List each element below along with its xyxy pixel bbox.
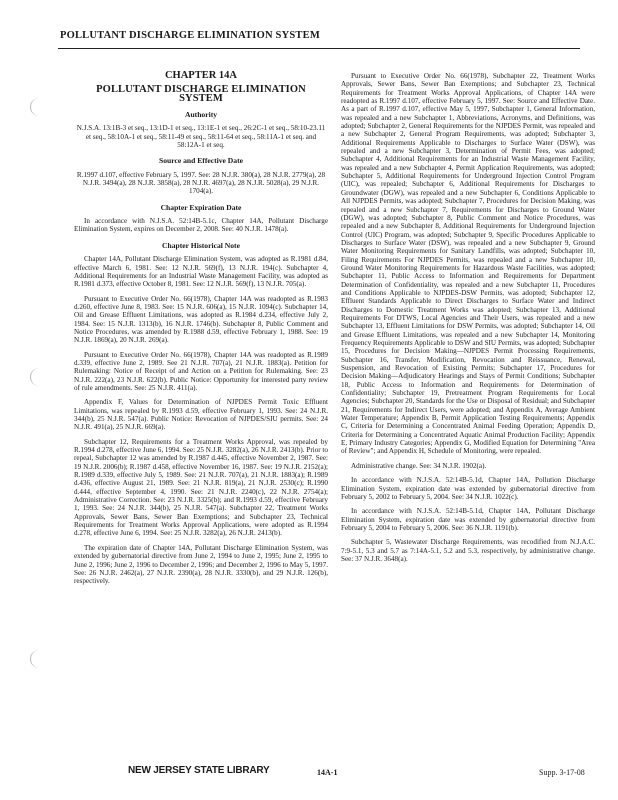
running-header: POLLUTANT DISCHARGE ELIMINATION SYSTEM	[60, 30, 320, 41]
expiration-text: In accordance with N.J.S.A. 52:14B-5.1c, Chapter 14A, Pollutant Discharge Elimination System, expires on December 2, 2008. See: 40 N.J.R. 1478(a).	[74, 217, 328, 234]
expiration-heading: Chapter Expiration Date	[160, 202, 242, 212]
authority-text: N.J.S.A. 13:1B-3 et seq., 13:1D-1 et seq., 13:1E-1 et seq., 26:2C-1 et seq., 58:10-23.11 et seq., 58:10A-1 et seq., 58:11-49 et seq., 58:11-64 et seq., 58:11A-1 et seq. and 58:12A-1 et seq.	[76, 124, 326, 150]
authority-heading: Authority	[184, 110, 218, 120]
historical-paragraph: Subchapter 5, Wastewater Discharge Requirements, was recodified from N.J.A.C. 7:9-5.1, 5.3 and 5.7 as 7:14A-5.1, 5.2 and 5.3, respectively, by administrative change. See: 37 N.J.R. 3648(a).	[341, 538, 595, 563]
historical-paragraph: Appendix F, Values for Determination of NJPDES Permit Toxic Effluent Limitations, was repealed by R.1993 d.59, effective February 1, 1993. See: 24 N.J.R. 344(b), 25 N.J.R. 547(a). Public Notice: Revocation of NJPDES/SIU permits. See: 24 N.J.R. 491(a), 25 N.J.R. 669(a).	[74, 398, 328, 432]
historical-paragraph: In accordance with N.J.S.A. 52:14B-5.1d, Chapter 14A, Pollution Discharge Elimination System, expiration date was extended by gubernatorial directive from February 5, 2002 to February 5, 2004. See: 34 N.J.R. 1022(c).	[341, 476, 595, 501]
historical-paragraph: Pursuant to Executive Order No. 66(1978), Subchapter 22, Treatment Works Approvals, Sewer Bans, Sewer Ban Exemptions; and Subchapter 23, Technical Requirements for Treatment Works Approval Applications, of Chapter 14A were readopted as R.1997 d.107, effective February 5, 1997. See: Source and Effective Date. As a part of R.1997 d.107, effective May 5, 1997, Subchapter 1, General Information, was repealed and a new Subchapter 1, Abbreviations, Acronyms, and Definitions, was adopted; Subchapter 2, General Requirements for the NJPDES Permit, was repealed and a new Subchapter 2, General Program Requirements, was adopted; Subchapter 3, Additional Requirements Applicable to Discharges to Surface Water (DSW), was repealed and a new Subchapter 3, Determination of Permit Fees, was adopted; Subchapter 4, Additional Requirements for an Industrial Waste Management Facility, was repealed and a new Subchapter 4, Permit Application Requirements, was adopted; Subchapter 5, Additional Requirements for Underground Injection Control Program (UIC), was repealed; Subchapter 6, Additional Requirements for Discharges to Groundwater (DGW), was repealed and a new Subchapter 6, Conditions Applicable to All NJPDES Permits, was adopted; Subchapter 7, Procedures for Decision Making, was repealed and a new Subchapter 7, Requirements for Discharges to Ground Water (DGW), was adopted; Subchapter 8, Public Comment and Notice Procedures, was repealed and a new Subchapter 8, Additional Requirements for Underground Injection Control (UIC) Program, was adopted; Subchapter 9, Specific Procedures Applicable to Discharges to Surface Water (DSW), was repealed and a new Subchapter 9, Ground Water Monitoring Requirements for Sanitary Landfills, was adopted; Subchapter 10, Filing Requirements For NJPDES Permits, was repealed and a new Subchapter 10, Ground Water Monitoring Requirements for Hazardous Waste Facilities, was adopted; Subchapter 11, Public Access to Information and Requirements for Department Determination of Confidentiality, was repealed and a new Subchapter 11, Procedures and Conditions Applicable to NJPDES-DSW Permits, was adopted; Subchapter 12, Effluent Standards Applicable to Direct Discharges to Surface Water and Indirect Discharges to Domestic Treatment Works was adopted; Subchapter 13, Additional Requirements For DTWS, Local Agencies and Their Users, was repealed and a new Subchapter 13, Effluent Limitations for DSW Permits, was adopted; Subchapter 14, Oil and Grease Effluent Limitations, was repealed and a new Subchapter 14, Monitoring Frequency Requirements Applicable to DSW and SIU Permits, was adopted; Subchapter 15, Procedures for Decision Making—NJPDES Permit Processing Requirements, Subchapter 16, Transfer, Modification, Revocation and Reissuance, Renewal, Suspension, and Revocation of Existing Permits; Subchapter 17, Procedures for Decision Making—Adjudicatory Hearings and Stays of Permit Conditions; Subchapter 18, Public Access to Information and Requirements for Determination of Confidentiality; Subchapter 19, Pretreatment Program Requirements for Local Agencies; Subchapter 20, Standards for the Use or Disposal of Residual; and Subchapter 21, Requirements for Indirect Users, were adopted; and Appendix A, Average Ambient Water Temperature; Appendix B, Permit Application Testing Requirements; Appendix C, Criteria for Determining a Concentrated Animal Feeding Operation; Appendix D, Criteria for Determining a Concentrated Aquatic Animal Production Facility; Appendix E, Primary Industry Categories; Appendix G, Modified Equation for Determining "Area of Review"; and Appendix H, Schedule of Monitoring, were repealed.	[341, 72, 595, 456]
historical-paragraph: Pursuant to Executive Order No. 66(1978), Chapter 14A was readopted as R.1989 d.339, effective June 2, 1989. See 21 N.J.R. 707(a), 21 N.J.R. 1883(a). Petition for Rulemaking: Notice of Receipt of and Action on a Petition for Rulemaking. See: 23 N.J.R. 222(a), 23 N.J.R. 622(b). Public Notice: Opportunity for interested party review of rule amendments. See: 25 N.J.R. 411(a).	[74, 350, 328, 392]
left-column	[74, 72, 328, 592]
margin-scan-mark	[30, 98, 45, 116]
library-stamp: NEW JERSEY STATE LIBRARY	[128, 765, 270, 776]
chapter-title: CHAPTER 14A	[164, 70, 238, 81]
historical-paragraph: Chapter 14A, Pollutant Discharge Elimination System, was adopted as R.1981 d.84, effective March 6, 1981. See: 12 N.J.R. 569(f), 13 N.J.R. 194(c). Subchapter 4, Additional Requirements for an Industrial Waste Management Facility, was adopted as R.1981 d.373, effective October 8, 1981. See: 12 N.J.R. 569(f), 13 N.J.R. 705(a).	[74, 255, 328, 289]
historical-paragraph: Administrative change. See: 34 N.J.R. 1902(a).	[351, 461, 487, 470]
supplement-date: Supp. 3-17-08	[539, 768, 585, 777]
margin-scan-mark	[30, 650, 45, 668]
historical-heading: Chapter Historical Note	[162, 240, 240, 250]
chapter-subtitle: POLLUTANT DISCHARGE ELIMINATION SYSTEM	[96, 84, 306, 104]
historical-paragraph: Subchapter 12, Requirements for a Treatment Works Approval, was repealed by R.1994 d.278, effective June 6, 1994. See: 25 N.J.R. 3282(a), 26 N.J.R. 2413(b). Prior to repeal, Subchapter 12 was amended by R.1987 d.445, effective November 2, 1987. See: 19 N.J.R. 2006(b); R.1987 d.458, effective November 16, 1987. See: 19 N.J.R. 2152(a); R.1989 d.339, effective July 5, 1989. See: 21 N.J.R. 707(a), 21 N.J.R. 1883(a); R.1989 d.436, effective August 21, 1989. See: 21 N.J.R. 819(a), 21 N.J.R. 2530(c); R.1990 d.444, effective September 4, 1990. See: 21 N.J.R. 2240(c), 22 N.J.R. 2754(a); Administrative Correction. See: 23 N.J.R. 3325(b); and R.1993 d.59, effective February 1, 1993. See: 24 N.J.R. 344(b), 25 N.J.R. 547(a). Subchapter 22, Treatment Works Approvals, Sewer Bans, Sewer Ban Exemptions; and Subchapter 23, Technical Requirements for Treatment Works Approval Applications, were adopted as R.1994 d.278, effective June 6, 1994. See: 25 N.J.R. 3282(a), 26 N.J.R. 2413(b).	[74, 437, 328, 538]
right-column	[341, 72, 595, 569]
margin-scan-mark	[30, 368, 45, 386]
page-number: 14A-1	[317, 768, 338, 777]
historical-paragraph: The expiration date of Chapter 14A, Pollutant Discharge Elimination System, was extended by gubernatorial directive from June 2, 1994 to June 2, 1995; June 2, 1995 to June 2, 1996; June 2, 1996 to December 2, 1996; and December 2, 1996 to May 5, 1997. See: 26 N.J.R. 2462(a), 27 N.J.R. 2390(a), 28 N.J.R. 3330(b), and 29 N.J.R. 126(b), respectively.	[74, 543, 328, 586]
source-text: R.1997 d.107, effective February 5, 1997. See: 28 N.J.R. 380(a), 28 N.J.R. 2779(a), 28 N.J.R. 3494(a), 28 N.J.R. 3858(a), 28 N.J.R. 4697(a), 28 N.J.R. 5028(a), 29 N.J.R. 1704(a).	[76, 170, 326, 196]
header-rule	[58, 48, 580, 49]
historical-paragraph: In accordance with N.J.S.A. 52:14B-5.1d, Chapter 14A, Pollutant Discharge Elimination System, expiration date was extended by gubernatorial directive from February 5, 2004 to February 5, 2006. See: 36 N.J.R. 1191(b).	[341, 507, 595, 532]
historical-paragraph: Pursuant to Executive Order No. 66(1978), Chapter 14A was readopted as R.1983 d.260, effective June 8, 1983. See: 15 N.J.R. 606(a), 15 N.J.R. 1094(c). Subchapter 14, Oil and Grease Effluent Limitations, was adopted as R.1984 d.234, effective July 2, 1984. See: 15 N.J.R. 1313(b), 16 N.J.R. 1746(b). Subchapter 8, Public Comment and Notice Procedures, was amended by R.1988 d.59, effective February 1, 1988. See: 19 N.J.R. 1869(a), 20 N.J.R. 269(a).	[74, 294, 328, 345]
source-heading: Source and Effective Date	[158, 156, 243, 166]
